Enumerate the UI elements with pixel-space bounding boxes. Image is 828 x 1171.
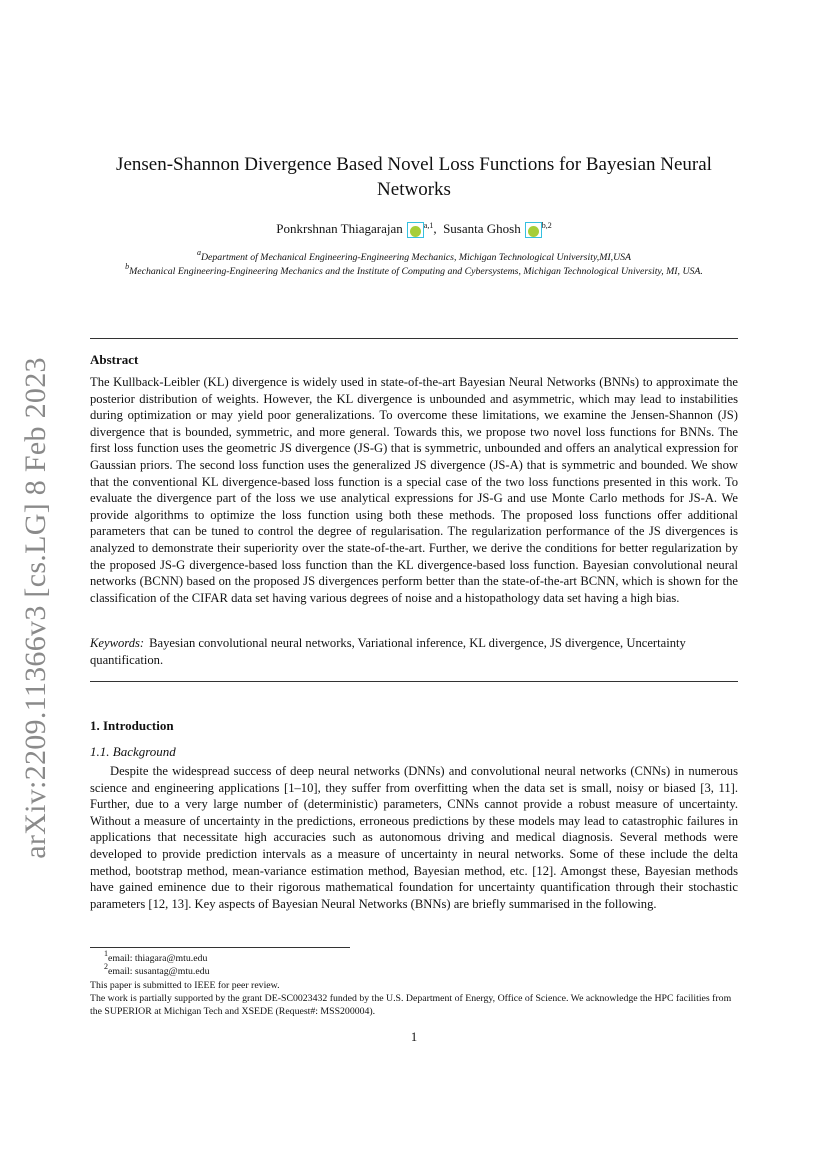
intro-paragraph: Despite the widespread success of deep neural networks (DNNs) and convolutional neural networks (CNNs) in numerous science and engineering applications [1–10], they suffer from overfitting when the data set is small, noisy or biased [3, 11]. Further, due to a very large number of (deterministic) parameters, CNNs cannot provide a robust measure of uncertainty. Without a measure of uncertainty in the predictions, erroneous predictions by these models may lead to catastrophic failures in applications that necessitate high accuracies such as autonomous driving and medical diagnosis. Several methods were developed to provide prediction intervals as a measure of uncertainty in neural networks. Some of these include the delta method, bootstrap method, mean-variance estimation method, Bayesian method, etc. [12]. Amongst these, Bayesian methods have gained eminence due to their rigorous mathematical foundation for uncertainty quantification through their stochastic parameters [12, 13]. Key aspects of Bayesian Neural Networks (BNNs) are briefly summarised in the following. (90, 764, 738, 911)
orcid-icon (528, 226, 539, 237)
footnote: $^1$email: thiagara@mtu.edu (104, 949, 208, 964)
subsection-heading: 1.1. Background (90, 744, 176, 759)
footnote-rule (90, 947, 350, 948)
paper-title: Jensen-Shannon Divergence Based Novel Loss Functions for Bayesian Neural Networks (116, 154, 712, 200)
orcid-link[interactable] (407, 222, 424, 238)
keywords (90, 635, 738, 668)
author-separator: , (433, 221, 437, 236)
section-heading: 1. Introduction (90, 718, 174, 733)
author-name: Susanta Ghosh (443, 221, 521, 236)
keywords-text: Bayesian convolutional neural networks, Variational inference, KL divergence, JS divergence, Uncertainty quantification. (90, 636, 686, 667)
orcid-link[interactable] (525, 222, 542, 238)
arxiv-stamp (14, 357, 58, 859)
affiliation: $^b$Mechanical Engineering-Engineering Mechanics and the Institute of Computing and Cybersystems, Michigan Technological University, MI, USA. (125, 262, 703, 277)
author-name: Ponkrshnan Thiagarajan (276, 221, 403, 236)
affiliations (96, 248, 732, 279)
affiliation: $^a$Department of Mechanical Engineering-Engineering Mechanics, Michigan Technological University,MI,USA (196, 248, 632, 263)
footnotes (90, 949, 738, 1018)
divider (90, 681, 738, 682)
divider (90, 338, 738, 339)
footnote-note: This paper is submitted to IEEE for peer review. (90, 979, 280, 991)
author-affiliation-mark: b,2 (541, 221, 552, 230)
keywords-label: Keywords: (90, 636, 145, 650)
page-number: 1 (410, 1030, 418, 1044)
footnote-note: The work is partially supported by the grant DE-SC0023432 funded by the U.S. Department of Energy, Office of Science. We acknowledge the HPC facilities from the SUPERIOR at Michigan Tech and XSEDE (Request#: MSS200004). (90, 992, 732, 1018)
arxiv-stamp-text: arXiv:2209.11366v3 [cs.LG] 8 Feb 2023 (19, 357, 52, 859)
orcid-icon (410, 226, 421, 237)
author-list (90, 220, 738, 238)
abstract-text: The Kullback-Leibler (KL) divergence is widely used in state-of-the-art Bayesian Neural Networks (BNNs) to approximate the posterior distribution of weights. However, the KL divergence is unbounded and asymmetric, which may lead to instabilities during optimization or may yield poor generalizations. To overcome these limitations, we examine the Jensen-Shannon (JS) divergence that is bounded, symmetric, and more general. Towards this, we propose two novel loss functions for BNNs. The first loss function uses the geometric JS divergence (JS-G) that is symmetric, unbounded and offers an analytical expression for Gaussian priors. The second loss function uses the generalized JS divergence (JS-A) that is symmetric and bounded. We show that the conventional KL divergence-based loss function is a special case of the two loss functions presented in this work. To evaluate the divergence part of the loss we use analytical expressions for JS-G and use Monte Carlo methods for JS-A. We provide algorithms to optimize the loss function using both these methods. The proposed loss functions offer additional parameters that can be tuned to control the degree of regularisation. The regularization performance of the JS divergences is analyzed to demonstrate their superiority over the state-of-the-art. Further, we derive the conditions for better regularization by the proposed JS-G divergence-based loss function than the KL divergence-based loss function. Bayesian convolutional neural networks (BCNN) based on the proposed JS divergences perform better than the state-of-the-art BCNN, which is shown for the classification of the CIFAR data set having various degrees of noise and a histopathology data set having a high bias. (90, 375, 738, 605)
footnote: $^2$email: susantag@mtu.edu (104, 962, 210, 978)
abstract-heading: Abstract (90, 352, 139, 367)
author-affiliation-mark: a,1 (423, 221, 434, 230)
